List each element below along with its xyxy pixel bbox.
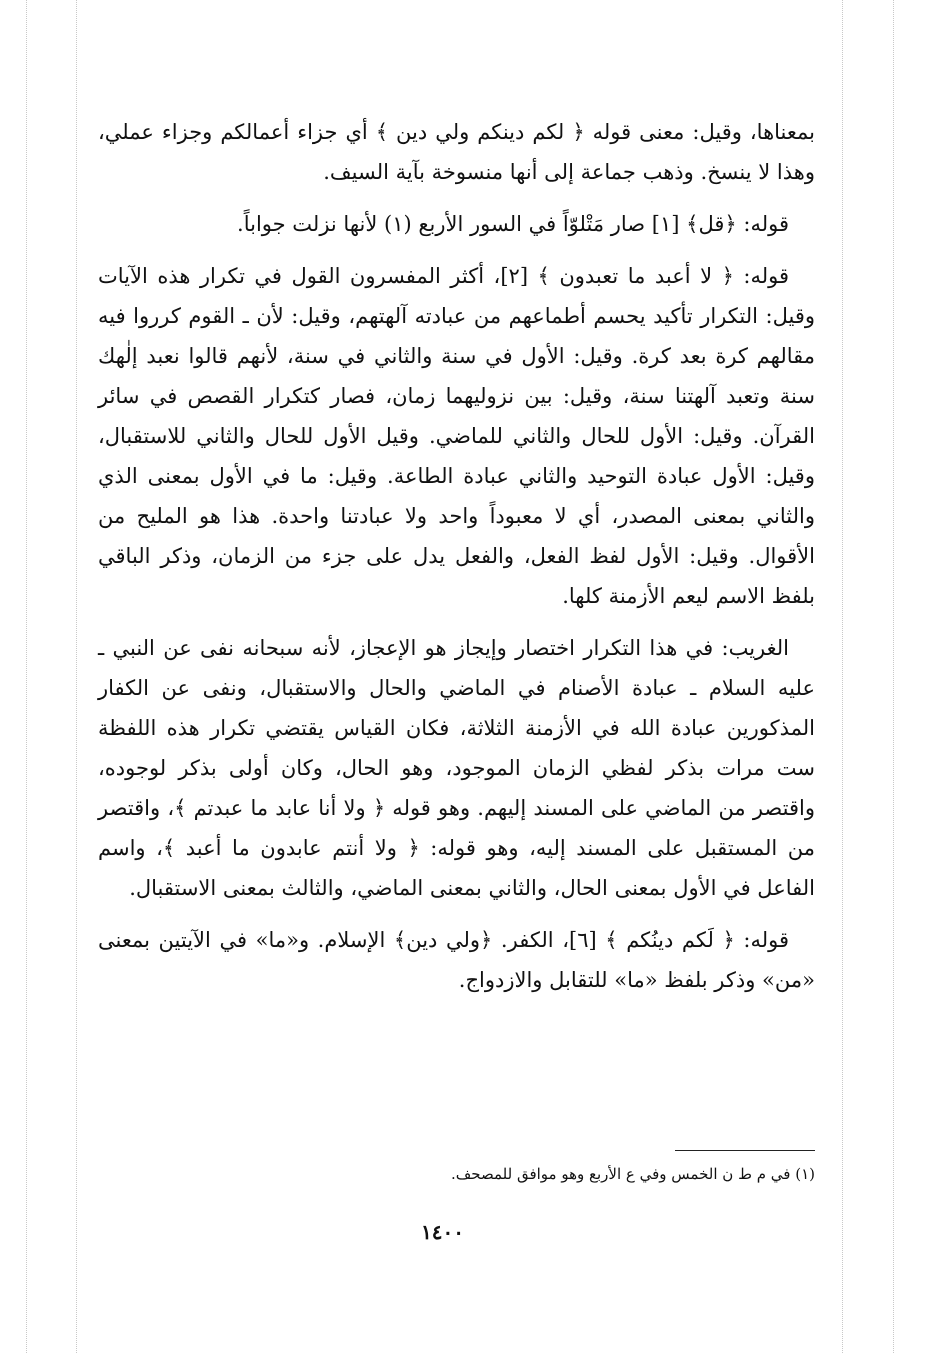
page-edge-line-right-inner xyxy=(842,0,843,1353)
paragraph-text: بمعناها، وقيل: معنى قوله ﴿ لكم دينكم ولي دين ﴾ أي جزاء أعمالكم وجزاء عملي، وهذا لا ينسخ. وذهب جماعة إلى أنها منسوخة بآية السيف. xyxy=(98,120,815,184)
paragraph-text: قوله: ﴿ لا أعبد ما تعبدون ﴾ [٢]، أكثر المفسرون القول في تكرار هذه الآيات وقيل: التكرار تأكيد يحسم أطماعهم من عبادته آلهتهم، وقيل: لأن ـ القوم كرروا فيه مقالهم كرة بعد كرة. وقيل: الأول في سنة والثاني في سنة، لأنهم قالوا نعبد إلٰهك سنة وتعبد آلهتنا سنة، وقيل: بين نزوليهما زمان، فصار كتكرار القصص في سائر القرآن. وقيل: الأول للحال والثاني للماضي. وقيل الأول للحال والثاني للاستقبال، وقيل: الأول عبادة التوحيد والثاني عبادة الطاعة. وقيل: ما في الأول بمعنى الذي والثاني بمعنى المصدر، أي لا معبوداً واحد ولا عبادتنا واحدة. هذا هو المليح من الأقوال. وقيل: الأول لفظ الفعل، والفعل يدل على جزء من الزمان، وذكر الباقي بلفظ الاسم ليعم الأزمنة كلها. xyxy=(98,264,815,608)
footnote: (١) في م ط ن الخمس وفي ع الأربع وهو موافق للمصحف. xyxy=(450,1165,815,1183)
paragraph-text: قوله: ﴿ لَكم دينُكم ﴾ [٦]، الكفر. ﴿ولي دين﴾ الإسلام. و«ما» في الآيتين بمعنى «من» وذكر بلفظ «ما» للتقابل والازدواج. xyxy=(98,928,815,992)
page-edge-line-left-inner xyxy=(76,0,77,1353)
page-edge-line-right xyxy=(893,0,894,1353)
footnote-separator xyxy=(675,1150,815,1151)
page-number: ١٤٠٠ xyxy=(421,1220,464,1244)
paragraph-text: قوله: ﴿قل﴾ [١] صار مَتْلوّاً في السور الأربع (١) لأنها نزلت جواباً. xyxy=(237,212,789,236)
paragraph-text: الغريب: في هذا التكرار اختصار وإيجاز هو الإعجاز، لأنه سبحانه نفى عن النبي ـ عليه السلام ـ عبادة الأصنام في الماضي والحال والاستقبال، ونفى عن الكفار المذكورين عبادة الله في الأزمنة الثلاثة، فكان القياس يقتضي تكرار هذه اللفظة ست مرات بذكر لفظي الزمان الموجود، وهو الحال، وكان أولى بذكر لوجوده، واقتصر من الماضي على المسند إليهم. وهو قوله ﴿ ولا أنا عابد ما عبدتم ﴾، واقتصر من المستقبل على المسند إليه، وهو قوله: ﴿ ولا أنتم عابدون ما أعبد ﴾، واسم الفاعل في الأول بمعنى الحال، والثاني بمعنى الماضي، والثالث بمعنى الاستقبال. xyxy=(98,636,815,900)
paragraph-5 xyxy=(98,920,815,1000)
page-edge-line-left xyxy=(26,0,27,1353)
paragraph-1 xyxy=(98,112,815,192)
paragraph-3 xyxy=(98,256,815,616)
page-body xyxy=(98,112,815,1012)
paragraph-4 xyxy=(98,628,815,908)
paragraph-2 xyxy=(98,204,815,244)
